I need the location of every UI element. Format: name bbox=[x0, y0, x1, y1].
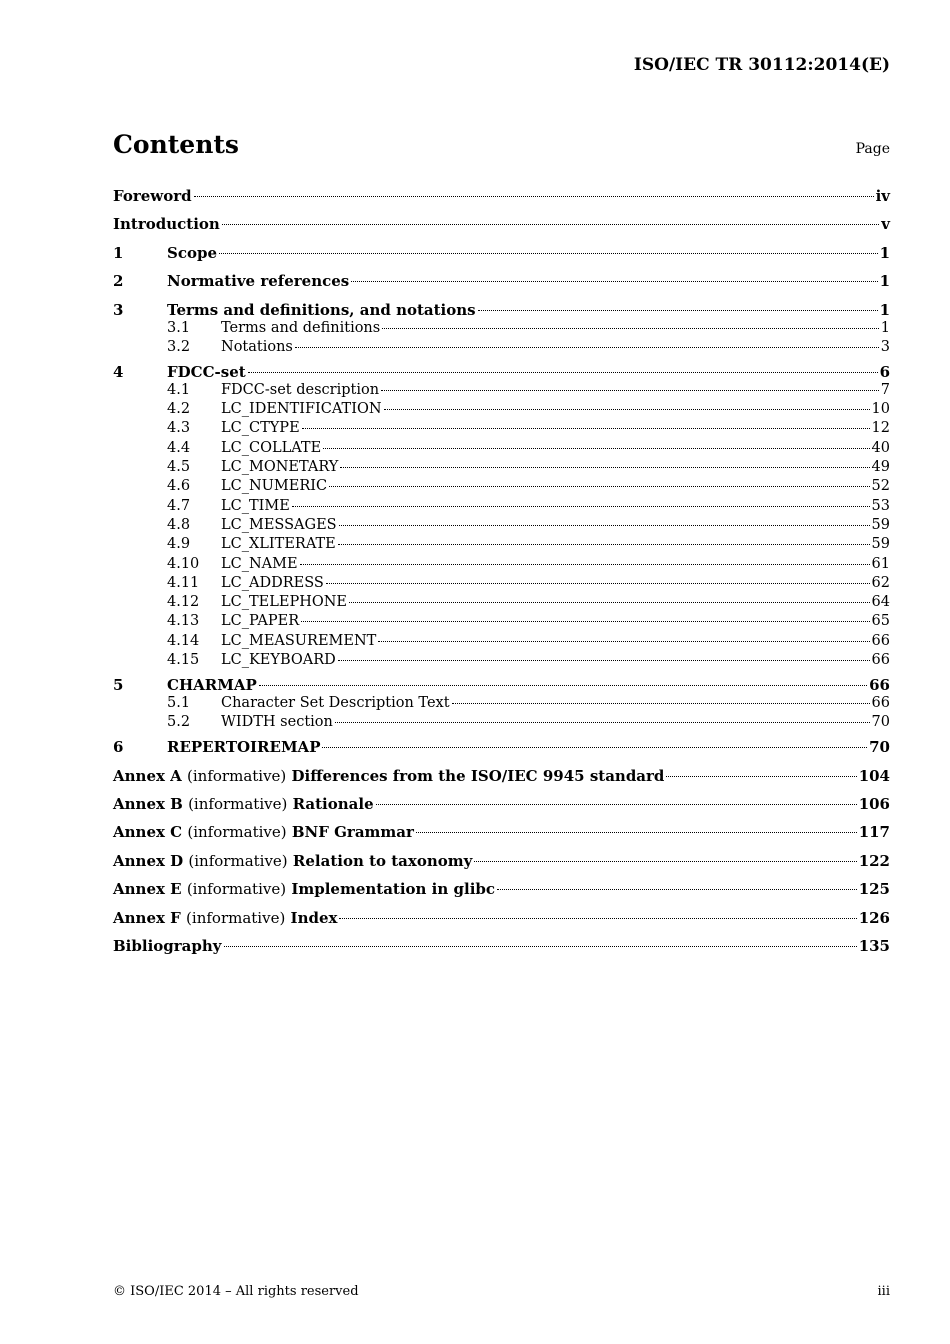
dot-leader bbox=[339, 525, 870, 526]
dot-leader bbox=[338, 660, 870, 661]
toc-entry-page: iv bbox=[875, 187, 890, 205]
annex-note: (informative) bbox=[186, 880, 287, 899]
toc-subentry[interactable] bbox=[113, 439, 890, 458]
toc-entry-page: 40 bbox=[871, 439, 890, 456]
annex-note: (informative) bbox=[188, 795, 288, 814]
dot-leader bbox=[339, 918, 856, 919]
toc-entry-label: Notations bbox=[221, 338, 293, 355]
toc-entry-page: 70 bbox=[869, 738, 890, 757]
toc-entry-label: WIDTH section bbox=[221, 714, 333, 731]
dot-leader bbox=[452, 703, 870, 704]
toc-entry-page: 104 bbox=[858, 766, 890, 785]
toc-entry-label: LC_IDENTIFICATION bbox=[221, 401, 382, 418]
toc-entry-page: 125 bbox=[858, 880, 890, 899]
toc-entry-number: 3.2 bbox=[167, 338, 191, 355]
annex-note: (informative) bbox=[187, 823, 287, 842]
toc-entry-label: CHARMAP bbox=[167, 676, 257, 695]
dot-leader bbox=[349, 602, 870, 603]
toc-entry-page: 1 bbox=[879, 300, 890, 319]
dot-leader bbox=[224, 946, 857, 947]
toc-entry-page: 126 bbox=[858, 908, 890, 927]
dot-leader bbox=[323, 448, 869, 449]
toc-subentry[interactable] bbox=[113, 593, 890, 612]
toc-entry-number: 4 bbox=[113, 362, 124, 381]
toc-entry-page: 106 bbox=[858, 795, 890, 814]
annex-title: Relation to taxonomy bbox=[292, 851, 473, 870]
toc-entry-label bbox=[113, 821, 414, 843]
toc-entry-annex-a[interactable] bbox=[113, 765, 890, 793]
toc-entry-number: 1 bbox=[113, 243, 124, 262]
toc-entry-label: LC_MONETARY bbox=[221, 459, 339, 476]
toc-subentry[interactable] bbox=[113, 632, 890, 651]
dot-leader bbox=[474, 861, 856, 862]
toc-entry-number: 4.9 bbox=[167, 536, 191, 553]
annex-title: Implementation in glibc bbox=[291, 880, 496, 899]
toc-entry-label: LC_NUMERIC bbox=[221, 478, 328, 495]
toc-entry-label: Terms and definitions, and notations bbox=[167, 300, 476, 319]
toc-entry-page: 66 bbox=[871, 632, 890, 649]
toc-entry-annex-f[interactable] bbox=[113, 907, 890, 935]
annex-title: Differences from the ISO/IEC 9945 standard bbox=[291, 766, 665, 785]
toc-entry-page: 7 bbox=[880, 381, 890, 398]
dot-leader bbox=[194, 196, 874, 197]
toc-entry-label: FDCC-set description bbox=[221, 381, 380, 398]
dot-leader bbox=[295, 347, 879, 348]
annex-id: Annex E bbox=[113, 880, 182, 899]
toc-entry-number: 4.10 bbox=[167, 555, 200, 572]
annex-id: Annex F bbox=[113, 908, 181, 927]
toc-subentry[interactable] bbox=[113, 400, 890, 419]
toc-entry-label: Character Set Description Text bbox=[221, 695, 450, 712]
toc-entry-number: 4.8 bbox=[167, 516, 191, 533]
toc-entry-label bbox=[113, 878, 495, 900]
toc-entry-label: Normative references bbox=[167, 272, 350, 291]
toc-entry-label: FDCC-set bbox=[167, 362, 246, 381]
toc-entry-annex-d[interactable] bbox=[113, 850, 890, 878]
toc-subentry[interactable] bbox=[113, 477, 890, 496]
toc-entry-page: 66 bbox=[871, 652, 890, 669]
annex-id: Annex C bbox=[113, 823, 183, 842]
toc-subentry[interactable] bbox=[113, 338, 890, 361]
toc-entry-foreword[interactable] bbox=[113, 185, 890, 213]
toc-entry-label: LC_XLITERATE bbox=[221, 536, 336, 553]
toc-entry-page: 59 bbox=[871, 516, 890, 533]
toc-entry-number: 4.11 bbox=[167, 574, 200, 591]
toc-entry-page: 52 bbox=[871, 478, 890, 495]
dot-leader bbox=[378, 641, 869, 642]
toc-entry-page: 61 bbox=[871, 555, 890, 572]
toc-entry-page: 1 bbox=[880, 319, 890, 336]
toc-entry-label: LC_COLLATE bbox=[221, 439, 322, 456]
toc-entry-annex-c[interactable] bbox=[113, 821, 890, 849]
dot-leader bbox=[335, 722, 870, 723]
dot-leader bbox=[219, 253, 878, 254]
toc-entry-page: 70 bbox=[871, 714, 890, 731]
toc-entry-label: LC_KEYBOARD bbox=[221, 652, 336, 669]
toc-entry-number: 4.7 bbox=[167, 497, 191, 514]
toc-subentry[interactable] bbox=[113, 612, 890, 631]
toc-entry-label bbox=[113, 765, 664, 787]
toc-entry-label bbox=[113, 907, 337, 929]
annex-note: (informative) bbox=[186, 908, 286, 927]
dot-leader bbox=[497, 889, 857, 890]
annex-note: (informative) bbox=[188, 851, 288, 870]
dot-leader bbox=[248, 372, 878, 373]
dot-leader bbox=[301, 621, 869, 622]
page-column-label: Page bbox=[855, 141, 890, 157]
toc-subentry[interactable] bbox=[113, 694, 890, 713]
dot-leader bbox=[322, 747, 867, 748]
toc-entry-page: 65 bbox=[871, 613, 890, 630]
toc-entry-page: 1 bbox=[879, 272, 890, 291]
toc-entry-number: 5 bbox=[113, 676, 124, 695]
toc-entry-number: 4.1 bbox=[167, 381, 191, 398]
toc-subentry[interactable] bbox=[113, 516, 890, 535]
toc-entry-fdcc-set[interactable] bbox=[113, 361, 890, 381]
toc-entry-number: 5.2 bbox=[167, 714, 191, 731]
toc-entry-annex-b[interactable] bbox=[113, 793, 890, 821]
toc-entry-number: 4.2 bbox=[167, 401, 191, 418]
toc-entry-repertoiremap[interactable] bbox=[113, 736, 890, 764]
toc-entry-page: 10 bbox=[871, 401, 890, 418]
dot-leader bbox=[381, 390, 879, 391]
table-of-contents bbox=[113, 185, 890, 963]
toc-subentry[interactable] bbox=[113, 713, 890, 736]
page-title: Contents bbox=[113, 130, 240, 159]
toc-entry-page: 49 bbox=[871, 459, 890, 476]
toc-entry-charmap[interactable] bbox=[113, 674, 890, 694]
toc-entry-number: 4.14 bbox=[167, 632, 200, 649]
toc-entry-label: LC_ADDRESS bbox=[221, 574, 324, 591]
toc-subentry[interactable] bbox=[113, 419, 890, 438]
toc-entry-page: 53 bbox=[871, 497, 890, 514]
toc-entry-label: LC_NAME bbox=[221, 555, 298, 572]
toc-entry-page: 117 bbox=[858, 823, 890, 842]
toc-entry-page: 62 bbox=[871, 574, 890, 591]
dot-leader bbox=[302, 428, 870, 429]
toc-subentry[interactable] bbox=[113, 651, 890, 674]
toc-entry-label: LC_TELEPHONE bbox=[221, 594, 348, 611]
toc-entry-page: 122 bbox=[858, 851, 890, 870]
toc-entry-page: 135 bbox=[858, 937, 890, 956]
toc-entry-number: 3.1 bbox=[167, 319, 191, 336]
dot-leader bbox=[376, 804, 857, 805]
annex-id: Annex A bbox=[113, 766, 182, 785]
dot-leader bbox=[666, 776, 856, 777]
dot-leader bbox=[416, 832, 857, 833]
toc-entry-label: Bibliography bbox=[113, 937, 222, 956]
toc-subentry[interactable] bbox=[113, 319, 890, 338]
toc-entry-label bbox=[113, 793, 374, 815]
annex-title: Index bbox=[290, 908, 338, 927]
toc-entry-number: 2 bbox=[113, 272, 124, 291]
toc-entry-number: 4.15 bbox=[167, 652, 200, 669]
page-number: iii bbox=[877, 1284, 890, 1299]
dot-leader bbox=[340, 467, 869, 468]
toc-entry-number: 6 bbox=[113, 738, 124, 757]
toc-subentry[interactable] bbox=[113, 535, 890, 554]
toc-entry-number: 4.13 bbox=[167, 613, 200, 630]
toc-entry-label: Terms and definitions bbox=[221, 319, 381, 336]
annex-title: Rationale bbox=[292, 795, 374, 814]
dot-leader bbox=[382, 328, 879, 329]
annex-id: Annex B bbox=[113, 795, 183, 814]
toc-entry-page: 66 bbox=[871, 695, 890, 712]
toc-entry-bibliography[interactable] bbox=[113, 935, 890, 963]
page-footer bbox=[113, 1284, 890, 1299]
toc-entry-page: 1 bbox=[879, 243, 890, 262]
toc-entry-label: LC_MESSAGES bbox=[221, 516, 337, 533]
toc-entry-annex-e[interactable] bbox=[113, 878, 890, 906]
toc-entry-page: 59 bbox=[871, 536, 890, 553]
toc-entry-label: LC_MEASUREMENT bbox=[221, 632, 377, 649]
toc-entry-label: LC_TIME bbox=[221, 497, 290, 514]
dot-leader bbox=[222, 224, 879, 225]
dot-leader bbox=[478, 310, 878, 311]
toc-entry-label: LC_CTYPE bbox=[221, 420, 300, 437]
toc-entry-page: 66 bbox=[869, 676, 890, 695]
copyright-notice: © ISO/IEC 2014 – All rights reserved bbox=[113, 1284, 359, 1299]
annex-title: BNF Grammar bbox=[291, 823, 414, 842]
toc-subentry[interactable] bbox=[113, 381, 890, 400]
dot-leader bbox=[338, 544, 870, 545]
toc-subentry[interactable] bbox=[113, 574, 890, 593]
dot-leader bbox=[259, 685, 867, 686]
annex-note: (informative) bbox=[187, 766, 287, 785]
dot-leader bbox=[326, 583, 870, 584]
dot-leader bbox=[351, 281, 877, 282]
toc-entry-page: 3 bbox=[880, 338, 890, 355]
toc-entry-label: Foreword bbox=[113, 187, 192, 205]
dot-leader bbox=[384, 409, 870, 410]
annex-id: Annex D bbox=[113, 851, 184, 870]
toc-subentry[interactable] bbox=[113, 458, 890, 477]
toc-entry-number: 4.4 bbox=[167, 439, 191, 456]
toc-entry-scope[interactable] bbox=[113, 242, 890, 270]
toc-entry-terms-definitions[interactable] bbox=[113, 299, 890, 319]
dot-leader bbox=[300, 564, 870, 565]
toc-subentry[interactable] bbox=[113, 497, 890, 516]
toc-entry-label: LC_PAPER bbox=[221, 613, 300, 630]
toc-entry-normative-references[interactable] bbox=[113, 270, 890, 298]
toc-entry-page: 12 bbox=[871, 420, 890, 437]
toc-entry-page: v bbox=[881, 215, 890, 234]
toc-entry-label bbox=[113, 850, 472, 872]
toc-entry-page: 6 bbox=[879, 362, 890, 381]
toc-subentry[interactable] bbox=[113, 555, 890, 574]
dot-leader bbox=[329, 486, 869, 487]
contents-heading bbox=[113, 130, 890, 159]
toc-entry-number: 4.3 bbox=[167, 420, 191, 437]
toc-entry-number: 4.12 bbox=[167, 594, 200, 611]
toc-entry-label: Introduction bbox=[113, 215, 220, 234]
toc-entry-number: 4.6 bbox=[167, 478, 191, 495]
document-identifier: ISO/IEC TR 30112:2014(E) bbox=[633, 55, 890, 75]
toc-entry-introduction[interactable] bbox=[113, 213, 890, 241]
dot-leader bbox=[292, 506, 870, 507]
toc-entry-label: REPERTOIREMAP bbox=[167, 738, 321, 757]
toc-entry-page: 64 bbox=[871, 594, 890, 611]
toc-entry-number: 4.5 bbox=[167, 459, 191, 476]
toc-entry-number: 5.1 bbox=[167, 695, 191, 712]
toc-entry-label: Scope bbox=[167, 243, 218, 262]
toc-entry-number: 3 bbox=[113, 300, 124, 319]
